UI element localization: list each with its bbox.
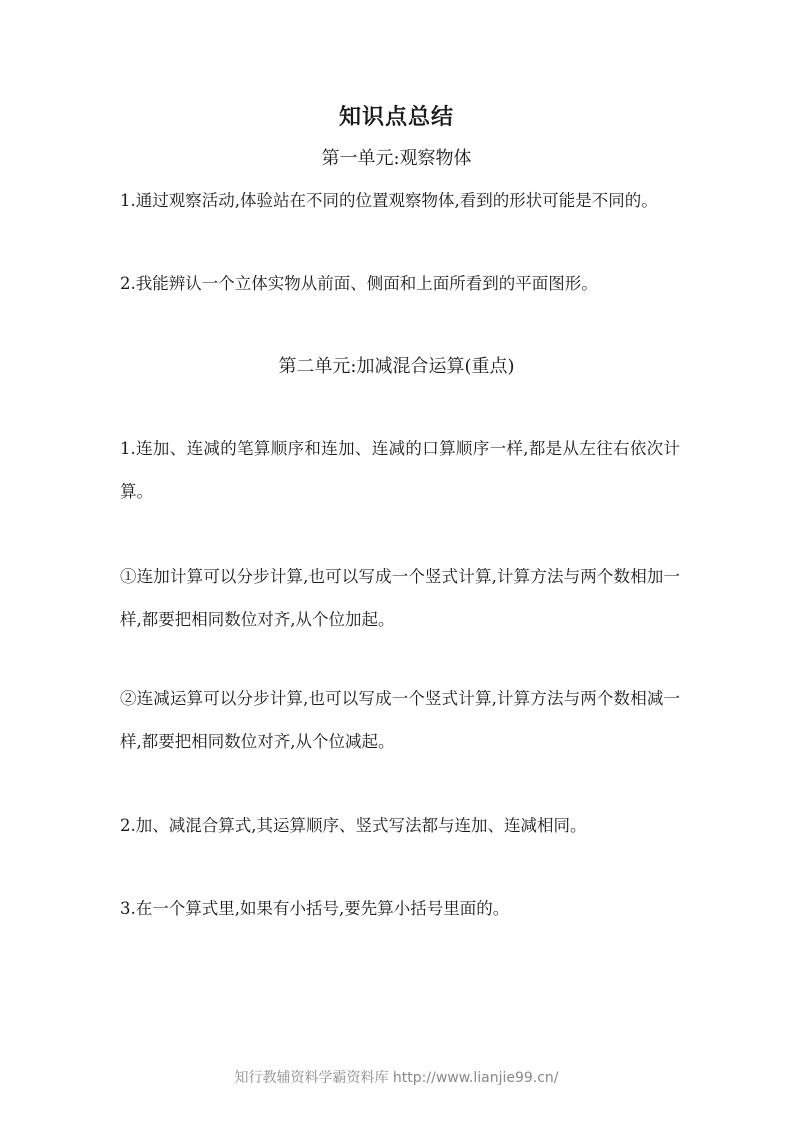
unit-1-item-1: 1.通过观察活动,体验站在不同的位置观察物体,看到的形状可能是不同的。: [120, 191, 658, 210]
footer-watermark: 知行教辅资料学霸资料库 http://www.lianjie99.cn/: [234, 1070, 559, 1086]
unit-2-item-1-sub-2: ②连减运算可以分步计算,也可以写成一个竖式计算,计算方法与两个数相减一样,都要把相同数位对齐,从个位减起。: [120, 689, 680, 751]
unit-2-item-1: 1.连加、连减的笔算顺序和连加、连减的口算顺序一样,都是从左往右依次计算。: [120, 439, 680, 501]
unit-2-item-1-sub-1: ①连加计算可以分步计算,也可以写成一个竖式计算,计算方法与两个数相加一样,都要把相同数位对齐,从个位加起。: [120, 567, 680, 629]
unit-2-item-3: 3.在一个算式里,如果有小括号,要先算小括号里面的。: [120, 899, 510, 918]
document-title: 知识点总结: [338, 105, 454, 130]
unit-2-heading: 第二单元:加减混合运算(重点): [278, 356, 515, 377]
unit-1-heading: 第一单元:观察物体: [321, 148, 472, 169]
unit-2-item-2: 2.加、减混合算式,其运算顺序、竖式写法都与连加、连减相同。: [120, 816, 587, 835]
unit-1-item-2: 2.我能辨认一个立体实物从前面、侧面和上面所看到的平面图形。: [120, 274, 598, 293]
